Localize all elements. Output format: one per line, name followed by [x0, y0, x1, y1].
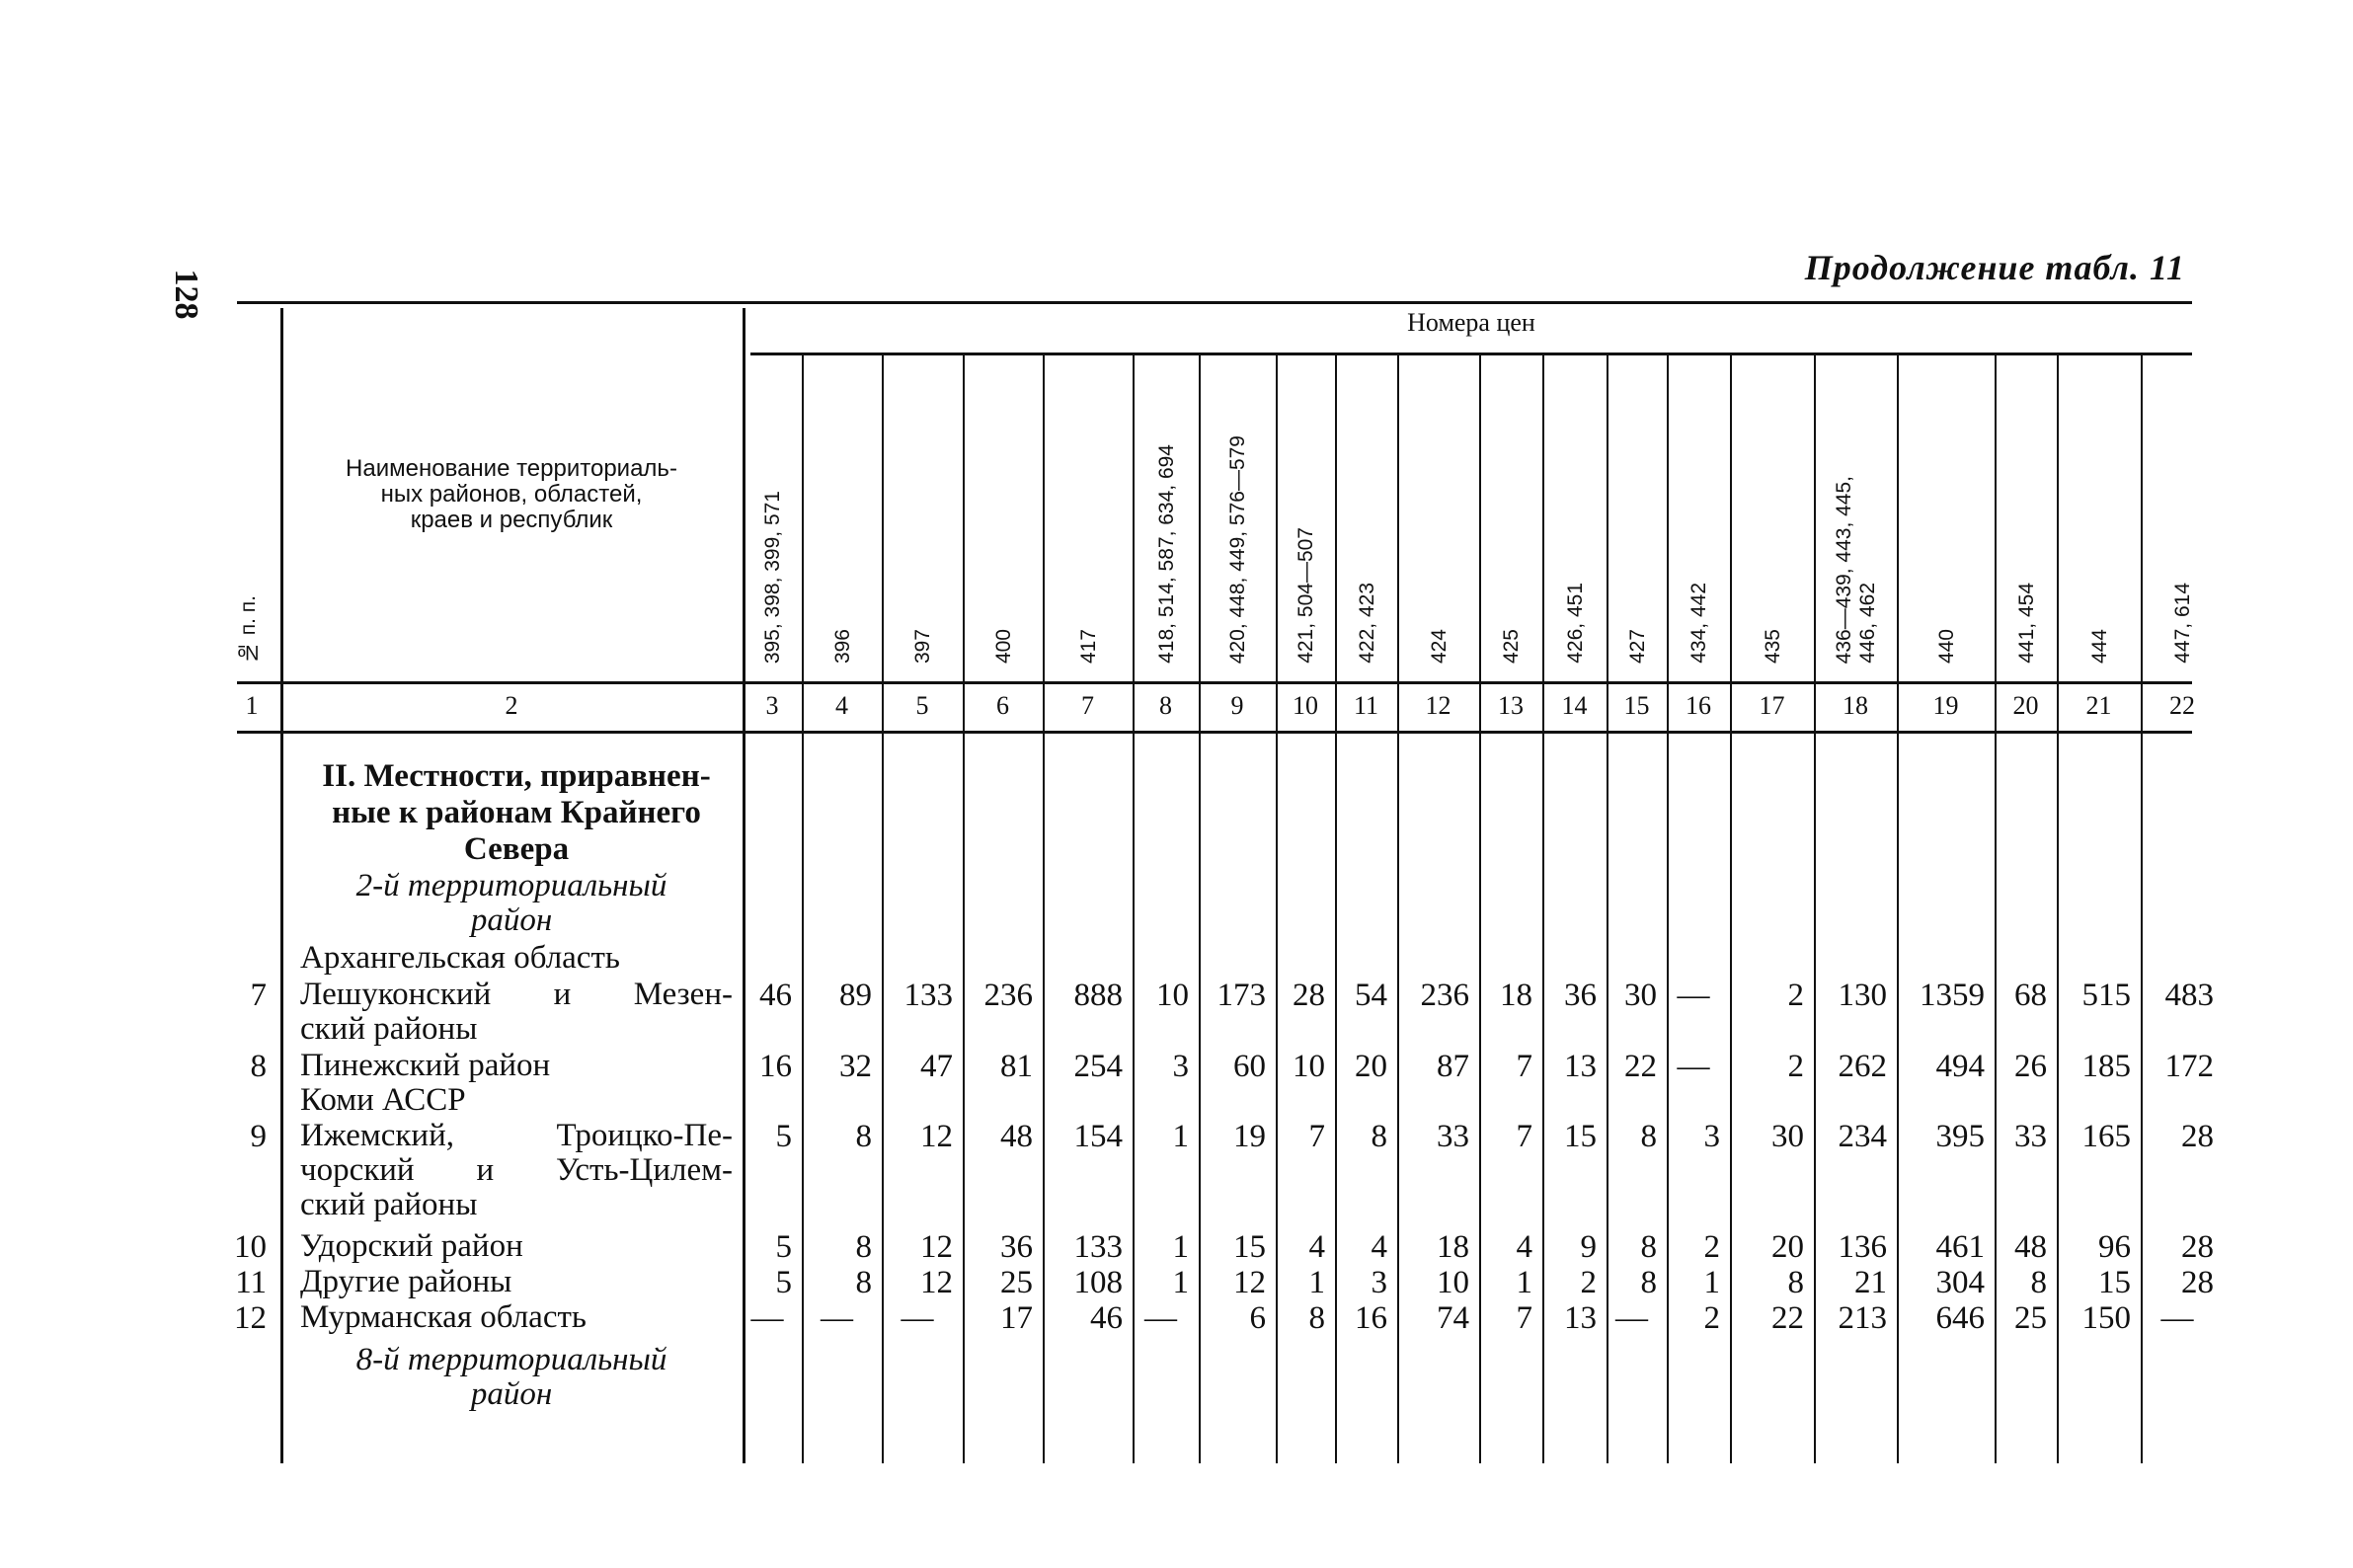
table-cell: 12: [1233, 1265, 1266, 1300]
table-cell: 81: [1000, 1049, 1033, 1084]
price-column-header: 422, 423: [1355, 583, 1378, 664]
district-title: район: [470, 902, 553, 938]
table-cell: —: [1615, 1300, 1648, 1336]
table-cell: 36: [1564, 978, 1597, 1013]
table-cell: 19: [1233, 1119, 1266, 1154]
name-header-line: Наименование территориаль-: [346, 455, 677, 482]
row-name-line: [300, 1012, 733, 1047]
table-cell: 234: [1838, 1119, 1887, 1154]
table-cell: 3: [1172, 1049, 1189, 1084]
table-cell: 2: [1580, 1265, 1597, 1300]
section-title: II. Местности, приравнен-: [322, 758, 711, 794]
row-name-word: и: [476, 1152, 495, 1188]
row-name-word: чорский: [300, 1152, 415, 1188]
table-cell: 5: [775, 1119, 792, 1154]
price-column-header: 424: [1427, 628, 1451, 664]
table-cell: 2: [1703, 1300, 1720, 1336]
table-cell: 1: [1703, 1265, 1720, 1300]
table-cell: 133: [1073, 1229, 1123, 1265]
region-label: Коми АССР: [300, 1082, 466, 1118]
row-name-line: [300, 1265, 733, 1299]
table-cell: 494: [1935, 1049, 1985, 1084]
table-cell: 12: [920, 1119, 953, 1154]
table-cell: 18: [1500, 978, 1532, 1013]
table-cell: 7: [1516, 1119, 1532, 1154]
rule-top: [237, 301, 2192, 304]
table-cell: 30: [1624, 978, 1657, 1013]
table-cell: 21: [1854, 1265, 1887, 1300]
table-cell: 28: [2181, 1265, 2214, 1300]
row-name-line: [300, 1188, 733, 1222]
table-cell: 2: [1787, 1049, 1804, 1084]
table-cell: 20: [1771, 1229, 1804, 1265]
row-name-word: Лешуконский: [300, 977, 492, 1012]
table-cell: 3: [1703, 1119, 1720, 1154]
table-cell: 28: [1293, 978, 1325, 1013]
table-cell: 8: [855, 1229, 872, 1265]
row-name-line: [300, 1049, 733, 1083]
price-column-header: 427: [1625, 628, 1649, 664]
table-cell: 5: [775, 1229, 792, 1265]
table-cell: 7: [1516, 1049, 1532, 1084]
row-number: 11: [235, 1265, 267, 1300]
row-name-word: Троицко-Пе-: [556, 1118, 733, 1153]
row-number: 8: [250, 1049, 267, 1084]
table-cell: 173: [1216, 978, 1266, 1013]
price-column-header: 426, 451: [1563, 583, 1587, 664]
row-name-word: Ижемский,: [300, 1118, 454, 1153]
table-cell: 22: [1624, 1049, 1657, 1084]
column-number: 3: [765, 691, 779, 720]
table-cell: 108: [1073, 1265, 1123, 1300]
price-column-header: 440: [1934, 628, 1958, 664]
column-number: 10: [1293, 691, 1318, 720]
row-name-word: Мурманская область: [300, 1299, 587, 1335]
table-cell: 154: [1073, 1119, 1123, 1154]
table-cell: 6: [1249, 1300, 1266, 1336]
table-cell: 60: [1233, 1049, 1266, 1084]
table-cell: 3: [1371, 1265, 1387, 1300]
table-cell: —: [1144, 1300, 1177, 1336]
column-number: 13: [1498, 691, 1524, 720]
row-name-word: Усть-Цилем-: [556, 1152, 733, 1188]
table-cell: —: [1677, 978, 1710, 1013]
row-name-word: и: [553, 977, 572, 1012]
table-cell: 165: [2081, 1119, 2131, 1154]
table-cell: 13: [1564, 1049, 1597, 1084]
table-cell: 32: [839, 1049, 872, 1084]
table-cell: 254: [1073, 1049, 1123, 1084]
table-cell: 25: [1000, 1265, 1033, 1300]
price-column-header: 395, 398, 399, 571: [761, 490, 784, 664]
table-cell: 1359: [1920, 978, 1985, 1013]
row-name-line: [300, 978, 733, 1012]
page-number: 128: [168, 269, 204, 320]
table-cell: 48: [1000, 1119, 1033, 1154]
table-cell: 12: [920, 1229, 953, 1265]
price-column-header: 396: [830, 628, 854, 664]
price-column-header: 417: [1076, 628, 1100, 664]
name-header-line: краев и республик: [410, 507, 613, 533]
table-cell: 1: [1308, 1265, 1325, 1300]
table-cell: 68: [2014, 978, 2047, 1013]
table-cell: 304: [1935, 1265, 1985, 1300]
row-number: 12: [234, 1300, 267, 1336]
table-cell: 87: [1437, 1049, 1469, 1084]
table-cell: 15: [1564, 1119, 1597, 1154]
table-cell: —: [901, 1300, 934, 1336]
column-number: 9: [1230, 691, 1244, 720]
table-cell: 236: [983, 978, 1033, 1013]
table-cell: 1: [1172, 1229, 1189, 1265]
table-cell: 1: [1172, 1119, 1189, 1154]
table-cell: 15: [2098, 1265, 2131, 1300]
table-cell: 8: [855, 1265, 872, 1300]
table-cell: 28: [2181, 1119, 2214, 1154]
table-cell: 46: [1090, 1300, 1123, 1336]
table-cell: 150: [2081, 1300, 2131, 1336]
row-name-line: [300, 1153, 733, 1188]
row-name-word: Мезен-: [633, 977, 733, 1012]
table-cell: —: [2160, 1300, 2194, 1336]
price-column-header: 425: [1500, 628, 1523, 664]
column-number: 20: [2012, 691, 2039, 720]
price-column-header: 436—439, 443, 445,: [1833, 475, 1855, 664]
table-cell: 22: [1771, 1300, 1804, 1336]
continuation-title: Продолжение табл. 11: [1804, 248, 2185, 287]
section-title: ные к районам Крайнего: [332, 795, 701, 830]
table-cell: 185: [2081, 1049, 2131, 1084]
table-cell: 20: [1355, 1049, 1387, 1084]
column-number: 19: [1932, 691, 1959, 720]
table-cell: 9: [1580, 1229, 1597, 1265]
column-number: 18: [1843, 691, 1868, 720]
row-number: 9: [250, 1119, 267, 1154]
table-cell: 515: [2081, 978, 2131, 1013]
table-cell: 7: [1308, 1119, 1325, 1154]
price-column-header: 434, 442: [1687, 583, 1710, 664]
column-number: 1: [245, 691, 259, 720]
row-number: 7: [250, 978, 267, 1013]
table-cell: 1: [1516, 1265, 1532, 1300]
column-number: 16: [1686, 691, 1711, 720]
table-cell: 54: [1355, 978, 1387, 1013]
rule-colnums-bottom: [237, 731, 2192, 734]
region-label: Архангельская область: [300, 940, 620, 976]
table-cell: 30: [1771, 1119, 1804, 1154]
section-title: Севера: [463, 831, 570, 867]
column-number: 22: [2169, 691, 2195, 720]
table-cell: 395: [1935, 1119, 1985, 1154]
table-cell: 8: [1640, 1265, 1657, 1300]
table-cell: 47: [920, 1049, 953, 1084]
table-cell: 8: [1371, 1119, 1387, 1154]
table-cell: 74: [1437, 1300, 1469, 1336]
table-cell: 2: [1787, 978, 1804, 1013]
district-title: район: [470, 1376, 553, 1412]
table-cell: 7: [1516, 1300, 1532, 1336]
row-number-label: № п. п.: [237, 594, 260, 664]
table-cell: 25: [2014, 1300, 2047, 1336]
table-cell: 15: [1233, 1229, 1266, 1265]
table-cell: 8: [1640, 1119, 1657, 1154]
price-numbers-title: Номера цен: [1407, 308, 1535, 337]
table-cell: 8: [2030, 1265, 2047, 1300]
column-number: 15: [1623, 691, 1650, 720]
table-cell: 8: [1308, 1300, 1325, 1336]
row-name-line: [300, 1229, 733, 1264]
row-name-word: ский районы: [300, 1187, 478, 1222]
table-cell: 46: [759, 978, 792, 1013]
price-column-header: 447, 614: [2171, 583, 2194, 664]
column-number: 2: [505, 691, 518, 720]
table-cell: —: [821, 1300, 853, 1336]
column-number: 17: [1759, 691, 1785, 720]
row-name-word: Пинежский район: [300, 1048, 551, 1083]
table-cell: 5: [775, 1265, 792, 1300]
table-cell: 10: [1437, 1265, 1469, 1300]
table-cell: 213: [1838, 1300, 1887, 1336]
row-name-line: [300, 1119, 733, 1153]
price-column-header: 400: [991, 628, 1015, 664]
column-number: 6: [996, 691, 1009, 720]
table-cell: 17: [1000, 1300, 1033, 1336]
price-column-header: 397: [911, 628, 934, 664]
column-number: 7: [1081, 691, 1094, 720]
price-column-header: 418, 514, 587, 634, 694: [1154, 444, 1178, 664]
table-cell: 48: [2014, 1229, 2047, 1265]
table-cell: 172: [2164, 1049, 2214, 1084]
table-cell: 2: [1703, 1229, 1720, 1265]
table-cell: 888: [1073, 978, 1123, 1013]
table-cell: 96: [2098, 1229, 2131, 1265]
table-cell: 12: [920, 1265, 953, 1300]
table-cell: 4: [1308, 1229, 1325, 1265]
table-cell: 8: [1787, 1265, 1804, 1300]
table-cell: 133: [903, 978, 953, 1013]
table-cell: 1: [1172, 1265, 1189, 1300]
table-cell: 262: [1838, 1049, 1887, 1084]
column-number: 12: [1425, 691, 1451, 720]
row-number: 10: [234, 1229, 267, 1265]
district-title: 8-й территориальный: [355, 1342, 667, 1377]
table-cell: 28: [2181, 1229, 2214, 1265]
price-column-header: 441, 454: [2014, 583, 2038, 664]
district-title: 2-й территориальный: [355, 868, 667, 903]
table-cell: 130: [1838, 978, 1887, 1013]
row-name-line: [300, 1300, 733, 1335]
table-cell: 461: [1935, 1229, 1985, 1265]
table-cell: 483: [2164, 978, 2214, 1013]
table-cell: 13: [1564, 1300, 1597, 1336]
price-column-header: 446, 462: [1856, 583, 1879, 664]
table-cell: 4: [1516, 1229, 1532, 1265]
table-cell: 10: [1156, 978, 1189, 1013]
price-column-header: 435: [1761, 628, 1784, 664]
row-name-word: ский районы: [300, 1011, 478, 1047]
divider-num: [280, 308, 283, 1463]
column-number: 4: [835, 691, 848, 720]
row-name-word: Удорский район: [300, 1228, 523, 1264]
table-cell: 33: [1437, 1119, 1469, 1154]
column-number: 21: [2085, 691, 2112, 720]
table-cell: —: [1677, 1049, 1710, 1084]
table-cell: 4: [1371, 1229, 1387, 1265]
table-cell: 10: [1293, 1049, 1325, 1084]
table-cell: 16: [1355, 1300, 1387, 1336]
name-header-line: ных районов, областей,: [380, 481, 643, 508]
price-column-header: 420, 448, 449, 576—579: [1226, 434, 1249, 664]
column-number: 14: [1561, 691, 1588, 720]
row-name-word: Другие районы: [300, 1264, 512, 1299]
table-cell: 8: [1640, 1229, 1657, 1265]
price-column-header: 444: [2087, 628, 2111, 664]
column-number: 8: [1159, 691, 1172, 720]
table-cell: 33: [2014, 1119, 2047, 1154]
price-column-header: 421, 504—507: [1294, 527, 1317, 664]
table-cell: 26: [2014, 1049, 2047, 1084]
column-number: 5: [915, 691, 929, 720]
column-number: 11: [1353, 691, 1379, 720]
table-cell: 16: [759, 1049, 792, 1084]
table-cell: 89: [839, 978, 872, 1013]
table-cell: 8: [855, 1119, 872, 1154]
rule-group: [750, 353, 2192, 355]
rule-header-bottom: [237, 681, 2192, 684]
table-cell: 646: [1935, 1300, 1985, 1336]
name-column-header: [290, 456, 733, 533]
table-cell: 236: [1420, 978, 1469, 1013]
table-cell: 18: [1437, 1229, 1469, 1265]
table-cell: —: [750, 1300, 784, 1336]
table-cell: 136: [1838, 1229, 1887, 1265]
table-cell: 36: [1000, 1229, 1033, 1265]
